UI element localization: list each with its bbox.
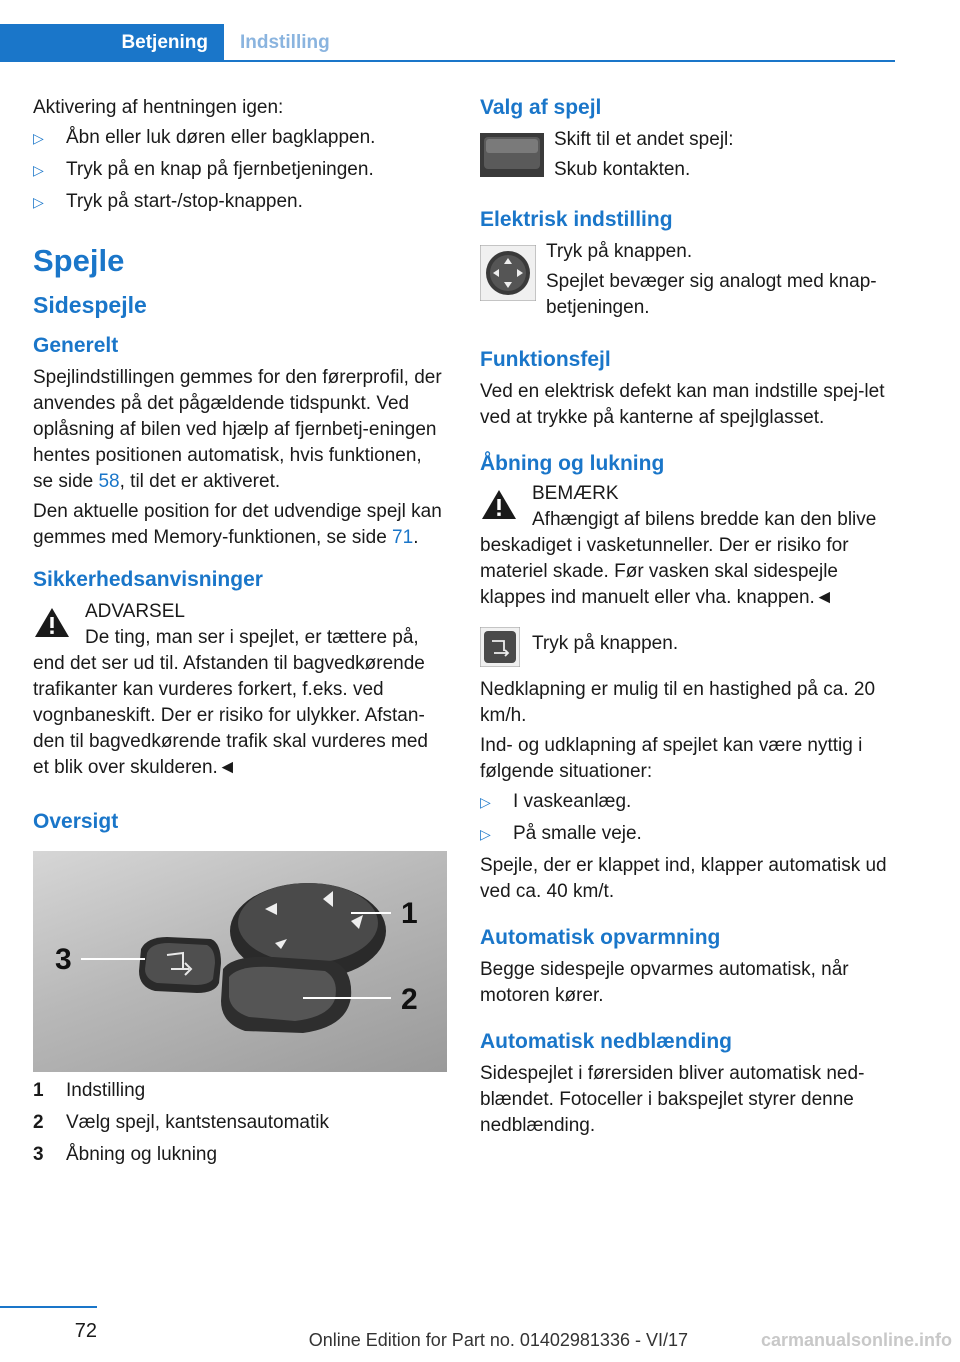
warning-text: De ting, man ser i spejlet, er tættere på, end det ser ud til. Afstanden til bagvedkørende trafikanter kan vurderes forkert, f.eks. ved vognbaneskift. Der er risiko for ulykker. Afstan‐den til bagvedkørende trafik skal vurderes med et blik over skulderen.◄ [33,627,428,778]
intro-text: Aktivering af hentningen igen: [33,97,284,118]
warning-block [33,599,447,781]
left-column [33,95,447,1168]
heading-oversigt: Oversigt [33,810,119,833]
note-text: Afhængigt af bilens bredde kan den blive beskadiget i vasketunneller. Der er risiko for materiel skade. Før vasken skal sidespejle klappes ind manuelt eller vha. knappen.◄ [480,509,877,608]
callout-1: 1 [401,897,418,930]
list-item: ▷ Tryk på start-/stop-knappen. [33,189,447,215]
warning-triangle-icon [480,487,518,521]
legend-row: 3 Åbning og lukning [33,1144,218,1165]
nedb-text: Sidespejlet i førersiden bliver automatisk ned‐blændet. Fotoceller i bakspejlet styrer denne nedblænding. [480,1063,865,1136]
list-item: ▷ Tryk på en knap på fjernbetjeningen. [33,157,447,183]
note-block [480,481,894,611]
valg-block [480,127,894,187]
chapter-tabs [0,24,895,62]
fold-button-text: Tryk på knappen. [532,633,679,654]
watermark: carmanualsonline.info [760,1330,952,1350]
bullet-triangle-icon: ▷ [480,826,491,842]
aabn-text-2: Nedklapning er mulig til en hastighed på ca. 20 km/h. [480,679,876,726]
generelt-paragraph-2: Den aktuelle position for det udvendige spejl kan gemmes med Memory-funktionen, se side 71. [33,501,442,548]
note-label: BEMÆRK [532,483,619,504]
footer-rule [0,1306,97,1308]
heading-valg-af-spejl: Valg af spejl [480,96,602,119]
right-column [480,95,894,1143]
valg-text-1: Skift til et andet spejl: [554,129,734,150]
tab-indstilling[interactable]: Indstilling [240,32,330,53]
heading-funktionsfejl: Funktionsfejl [480,348,611,371]
mirror-select-switch-icon [480,133,544,177]
heading-automatisk-opvarmning: Automatisk opvarmning [480,926,721,949]
reactivation-list [33,125,447,215]
mirror-fold-button-icon [480,627,520,667]
tab-betjening[interactable]: Betjening [0,24,224,61]
list-item: ▷ I vaskeanlæg. [480,789,894,815]
edition-note: Online Edition for Part no. 01402981336 - VI/17 [308,1330,688,1350]
heading-aabning-og-lukning: Åbning og lukning [480,452,665,475]
page-link-58[interactable]: 58 [98,471,120,492]
bullet-triangle-icon: ▷ [33,162,44,178]
aabn-text-3: Ind- og udklapning af spejlet kan være nyttig i følgende situationer: [480,735,863,782]
heading-generelt: Generelt [33,334,119,357]
mirror-adjust-knob-icon [480,245,536,301]
elek-text-2: Spejlet bevæger sig analogt med knap‐betjeningen. [546,271,877,318]
generelt-paragraph-1: Spejlindstillingen gemmes for den førerprofil, der anvendes på det pågældende tidspunkt. Ved oplåsning af bilen ved hjælp af fjernbetj‐eningen hentes positionen automatisk, hvis funktionen, se side 58, til det er aktiveret. [33,367,442,492]
subsection-title-sidespejle: Sidespejle [33,292,147,318]
warning-triangle-icon [33,605,71,639]
list-item: ▷ På smalle veje. [480,821,894,847]
aabn-text-4: Spejle, der er klappet ind, klapper automatisk ud ved ca. 40 km/t. [480,855,887,902]
callout-3: 3 [55,943,72,976]
page-link-71[interactable]: 71 [392,527,414,548]
bullet-triangle-icon: ▷ [33,194,44,210]
figure-legend [33,1078,447,1168]
valg-text-2: Skub kontakten. [554,159,691,180]
bullet-triangle-icon: ▷ [33,130,44,146]
callout-2: 2 [401,983,418,1016]
heading-sikkerhedsanvisninger: Sikkerhedsanvisninger [33,568,263,591]
fold-button-block [480,627,894,667]
mirror-switch-illustration [33,851,447,1072]
bullet-triangle-icon: ▷ [480,794,491,810]
heading-elektrisk-indstilling: Elektrisk indstilling [480,208,673,231]
fold-situations-list [480,789,894,847]
opv-text: Begge sidespejle opvarmes automatisk, når motoren kører. [480,959,849,1006]
list-item: ▷ Åbn eller luk døren eller bagklappen. [33,125,447,151]
warning-label: ADVARSEL [85,601,185,622]
mirror-controls-photo [33,851,447,1072]
legend-row: 1 Indstilling [33,1080,146,1101]
page-number: 72 [74,1320,97,1342]
elek-block [480,239,894,325]
elek-text-1: Tryk på knappen. [546,241,693,262]
section-title-spejle: Spejle [33,243,125,278]
heading-automatisk-nedblaending: Automatisk nedblænding [480,1030,732,1053]
legend-row: 2 Vælg spejl, kantstensautomatik [33,1112,329,1133]
fejl-text: Ved en elektrisk defekt kan man indstille spej‐let ved at trykke på kanterne af spejlglasset. [480,381,885,428]
